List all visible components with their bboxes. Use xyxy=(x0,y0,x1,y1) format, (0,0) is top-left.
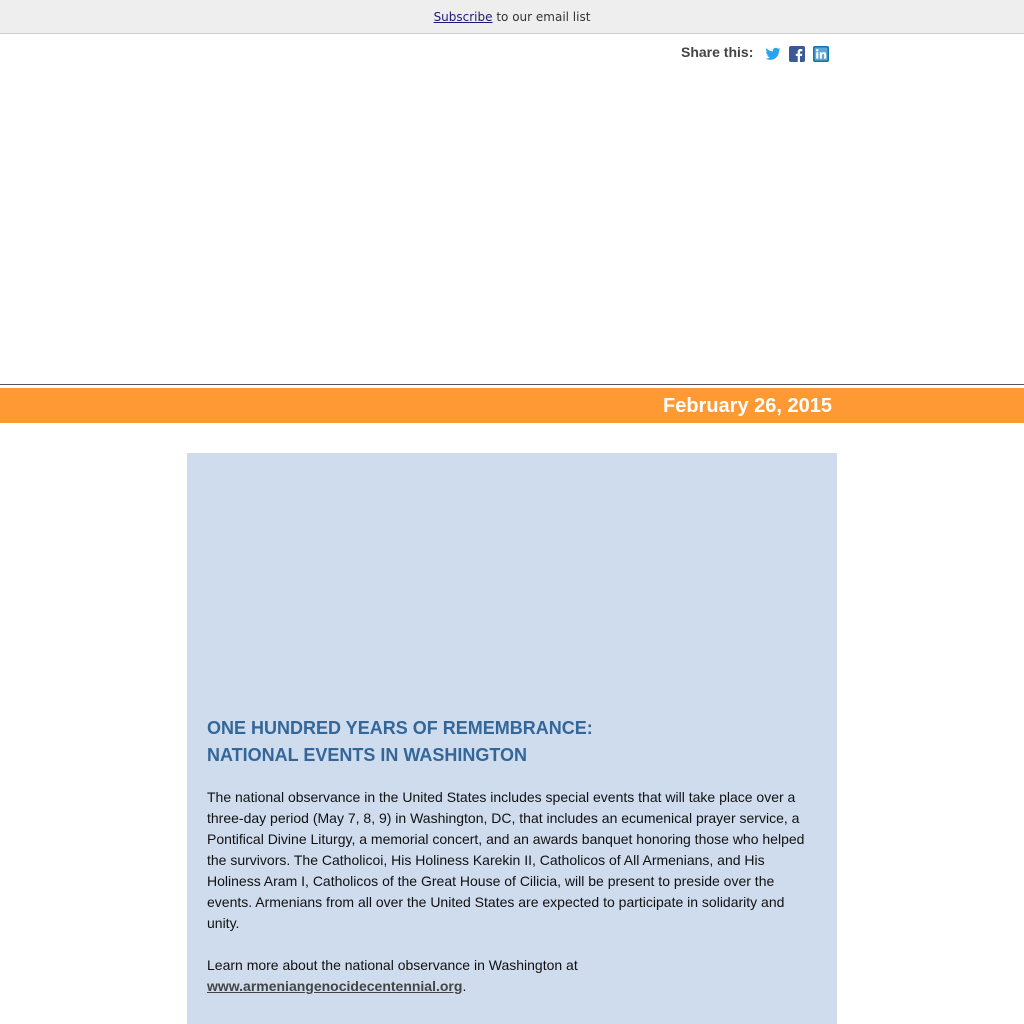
headline-line-1: ONE HUNDRED YEARS OF REMEMBRANCE: xyxy=(207,718,593,738)
subscribe-link[interactable]: Subscribe xyxy=(433,10,493,24)
twitter-icon[interactable] xyxy=(765,46,781,62)
headline-line-2: NATIONAL EVENTS IN WASHINGTON xyxy=(207,745,528,765)
share-bar xyxy=(681,43,837,65)
date-banner xyxy=(0,388,1024,423)
learn-more-text: Learn more about the national observance in Washington at xyxy=(207,957,578,973)
article-paragraph: The national observance in the United States includes special events that will take place over a three-day period (May 7, 8, 9) in Washington, DC, that includes an ecumenical prayer service, a Pontifical Divine Liturgy, a memorial concert, and an awards banquet honoring those who helped the survivors. The Catholicoi, His Holiness Karekin II, Catholicos of All Armenians, and His Holiness Aram I, Catholicos of the Great House of Cilicia, will be present to preside over the events. Armenians from all over the United States are expected to participate in solidarity and unity. xyxy=(207,789,805,931)
article-headline xyxy=(207,715,817,769)
linkedin-icon[interactable] xyxy=(813,46,829,62)
subscribe-text: to our email list xyxy=(492,10,591,24)
learn-more-paragraph xyxy=(207,955,819,997)
facebook-icon[interactable] xyxy=(789,46,805,62)
email-list-bar xyxy=(0,0,1024,34)
issue-date: February 26, 2015 xyxy=(663,395,832,417)
header-divider xyxy=(0,384,1024,385)
share-label: Share this: xyxy=(681,44,754,60)
centennial-website-link[interactable]: www.armeniangenocidecentennial.org xyxy=(207,978,463,994)
article-card xyxy=(187,453,837,1024)
learn-more-period: . xyxy=(462,978,467,994)
